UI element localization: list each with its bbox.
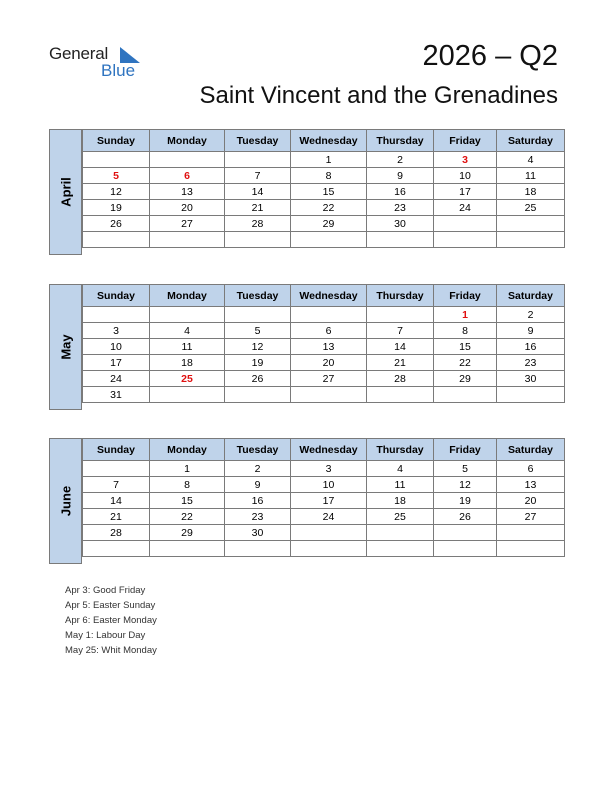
calendar-grid: [82, 284, 565, 403]
day-cell: 27: [497, 509, 565, 525]
week-row: [83, 200, 565, 216]
day-cell: 8: [291, 168, 367, 184]
weekday-header: Tuesday: [225, 130, 291, 152]
day-cell: 5: [434, 461, 497, 477]
day-cell: 24: [291, 509, 367, 525]
empty-day-cell: [150, 232, 225, 248]
weekday-header: Monday: [150, 130, 225, 152]
week-row: [83, 387, 565, 403]
day-cell: 6: [150, 168, 225, 184]
weekday-header: Tuesday: [225, 439, 291, 461]
empty-day-cell: [367, 525, 434, 541]
week-row: [83, 323, 565, 339]
weekday-header: Friday: [434, 439, 497, 461]
empty-day-cell: [291, 232, 367, 248]
weekday-header: Wednesday: [291, 130, 367, 152]
day-cell: 10: [83, 339, 150, 355]
day-cell: 29: [291, 216, 367, 232]
day-cell: 22: [291, 200, 367, 216]
empty-day-cell: [434, 232, 497, 248]
weekday-header: Thursday: [367, 285, 434, 307]
brand-name-blue: Blue: [101, 61, 136, 80]
day-cell: 23: [497, 355, 565, 371]
day-cell: 11: [497, 168, 565, 184]
empty-day-cell: [291, 387, 367, 403]
day-cell: 15: [150, 493, 225, 509]
day-cell: 28: [367, 371, 434, 387]
day-cell: 20: [150, 200, 225, 216]
empty-day-cell: [497, 216, 565, 232]
empty-day-cell: [83, 461, 150, 477]
week-row: [83, 461, 565, 477]
page-title: 2026 – Q2: [422, 40, 558, 72]
day-cell: 3: [434, 152, 497, 168]
empty-day-cell: [225, 307, 291, 323]
weekday-header: Sunday: [83, 285, 150, 307]
day-cell: 30: [367, 216, 434, 232]
day-cell: 28: [83, 525, 150, 541]
empty-day-cell: [367, 307, 434, 323]
day-cell: 5: [225, 323, 291, 339]
holiday-note: Apr 3: Good Friday: [65, 585, 146, 596]
empty-day-cell: [497, 387, 565, 403]
day-cell: 30: [497, 371, 565, 387]
day-cell: 14: [367, 339, 434, 355]
day-cell: 25: [497, 200, 565, 216]
day-cell: 25: [150, 371, 225, 387]
empty-day-cell: [83, 152, 150, 168]
day-cell: 1: [434, 307, 497, 323]
day-cell: 17: [434, 184, 497, 200]
day-cell: 19: [434, 493, 497, 509]
day-cell: 1: [150, 461, 225, 477]
day-cell: 22: [434, 355, 497, 371]
day-cell: 26: [434, 509, 497, 525]
empty-day-cell: [83, 541, 150, 557]
week-row: [83, 541, 565, 557]
weekday-header: Saturday: [497, 130, 565, 152]
day-cell: 17: [83, 355, 150, 371]
week-row: [83, 168, 565, 184]
day-cell: 2: [497, 307, 565, 323]
day-cell: 13: [291, 339, 367, 355]
holiday-note: May 1: Labour Day: [65, 630, 146, 641]
day-cell: 20: [291, 355, 367, 371]
empty-day-cell: [150, 387, 225, 403]
holiday-note: May 25: Whit Monday: [65, 645, 157, 656]
day-cell: 29: [150, 525, 225, 541]
day-cell: 28: [225, 216, 291, 232]
day-cell: 7: [367, 323, 434, 339]
empty-day-cell: [367, 232, 434, 248]
weekday-header: Friday: [434, 285, 497, 307]
day-cell: 24: [434, 200, 497, 216]
empty-day-cell: [225, 387, 291, 403]
day-cell: 9: [367, 168, 434, 184]
day-cell: 11: [367, 477, 434, 493]
brand-logo: [49, 44, 149, 84]
empty-day-cell: [497, 232, 565, 248]
week-row: [83, 216, 565, 232]
empty-day-cell: [434, 216, 497, 232]
day-cell: 9: [497, 323, 565, 339]
day-cell: 8: [150, 477, 225, 493]
day-cell: 22: [150, 509, 225, 525]
day-cell: 15: [291, 184, 367, 200]
day-cell: 5: [83, 168, 150, 184]
week-row: [83, 493, 565, 509]
day-cell: 12: [434, 477, 497, 493]
week-row: [83, 339, 565, 355]
day-cell: 30: [225, 525, 291, 541]
day-cell: 23: [367, 200, 434, 216]
empty-day-cell: [150, 541, 225, 557]
month-name: May: [58, 334, 73, 360]
day-cell: 1: [291, 152, 367, 168]
empty-day-cell: [434, 387, 497, 403]
empty-day-cell: [367, 387, 434, 403]
week-row: [83, 371, 565, 387]
day-cell: 13: [497, 477, 565, 493]
weekday-header: Thursday: [367, 130, 434, 152]
empty-day-cell: [83, 232, 150, 248]
day-cell: 2: [225, 461, 291, 477]
week-row: [83, 525, 565, 541]
day-cell: 29: [434, 371, 497, 387]
day-cell: 26: [225, 371, 291, 387]
empty-day-cell: [497, 541, 565, 557]
day-cell: 16: [367, 184, 434, 200]
empty-day-cell: [225, 152, 291, 168]
day-cell: 24: [83, 371, 150, 387]
holiday-note: Apr 5: Easter Sunday: [65, 600, 156, 611]
weekday-header: Tuesday: [225, 285, 291, 307]
week-row: [83, 477, 565, 493]
day-cell: 18: [150, 355, 225, 371]
day-cell: 10: [291, 477, 367, 493]
day-cell: 15: [434, 339, 497, 355]
week-row: [83, 184, 565, 200]
month-name: April: [58, 177, 73, 207]
weekday-header: Friday: [434, 130, 497, 152]
empty-day-cell: [225, 541, 291, 557]
day-cell: 4: [367, 461, 434, 477]
day-cell: 21: [367, 355, 434, 371]
day-cell: 7: [225, 168, 291, 184]
weekday-header: Wednesday: [291, 439, 367, 461]
weekday-header: Sunday: [83, 130, 150, 152]
day-cell: 21: [83, 509, 150, 525]
day-cell: 27: [291, 371, 367, 387]
day-cell: 14: [83, 493, 150, 509]
month-label-tab: [49, 284, 82, 410]
day-cell: 8: [434, 323, 497, 339]
day-cell: 26: [83, 216, 150, 232]
day-cell: 4: [497, 152, 565, 168]
holiday-notes: [65, 583, 157, 658]
day-cell: 10: [434, 168, 497, 184]
day-cell: 17: [291, 493, 367, 509]
weekday-header: Wednesday: [291, 285, 367, 307]
day-cell: 6: [497, 461, 565, 477]
weekday-header: Monday: [150, 439, 225, 461]
day-cell: 7: [83, 477, 150, 493]
empty-day-cell: [434, 525, 497, 541]
day-cell: 6: [291, 323, 367, 339]
holiday-note: Apr 6: Easter Monday: [65, 615, 157, 626]
country-title: Saint Vincent and the Grenadines: [199, 82, 558, 109]
day-cell: 13: [150, 184, 225, 200]
empty-day-cell: [367, 541, 434, 557]
weekday-header: Thursday: [367, 439, 434, 461]
weekday-header: Saturday: [497, 439, 565, 461]
week-row: [83, 307, 565, 323]
week-row: [83, 355, 565, 371]
day-cell: 3: [291, 461, 367, 477]
weekday-header: Sunday: [83, 439, 150, 461]
day-cell: 2: [367, 152, 434, 168]
day-cell: 14: [225, 184, 291, 200]
day-cell: 3: [83, 323, 150, 339]
day-cell: 11: [150, 339, 225, 355]
empty-day-cell: [150, 152, 225, 168]
empty-day-cell: [291, 541, 367, 557]
day-cell: 16: [225, 493, 291, 509]
empty-day-cell: [291, 307, 367, 323]
empty-day-cell: [225, 232, 291, 248]
empty-day-cell: [291, 525, 367, 541]
empty-day-cell: [150, 307, 225, 323]
day-cell: 25: [367, 509, 434, 525]
month-label-tab: [49, 438, 82, 564]
week-row: [83, 509, 565, 525]
day-cell: 27: [150, 216, 225, 232]
day-cell: 18: [497, 184, 565, 200]
day-cell: 9: [225, 477, 291, 493]
day-cell: 12: [225, 339, 291, 355]
calendar-grid: [82, 438, 565, 557]
calendar-grid: [82, 129, 565, 248]
day-cell: 12: [83, 184, 150, 200]
day-cell: 20: [497, 493, 565, 509]
day-cell: 23: [225, 509, 291, 525]
day-cell: 16: [497, 339, 565, 355]
brand-name-general: General: [49, 44, 109, 63]
week-row: [83, 152, 565, 168]
day-cell: 19: [83, 200, 150, 216]
day-cell: 4: [150, 323, 225, 339]
month-name: June: [58, 485, 73, 517]
empty-day-cell: [497, 525, 565, 541]
empty-day-cell: [83, 307, 150, 323]
weekday-header: Saturday: [497, 285, 565, 307]
day-cell: 21: [225, 200, 291, 216]
day-cell: 19: [225, 355, 291, 371]
day-cell: 31: [83, 387, 150, 403]
day-cell: 18: [367, 493, 434, 509]
empty-day-cell: [434, 541, 497, 557]
month-label-tab: [49, 129, 82, 255]
weekday-header: Monday: [150, 285, 225, 307]
week-row: [83, 232, 565, 248]
